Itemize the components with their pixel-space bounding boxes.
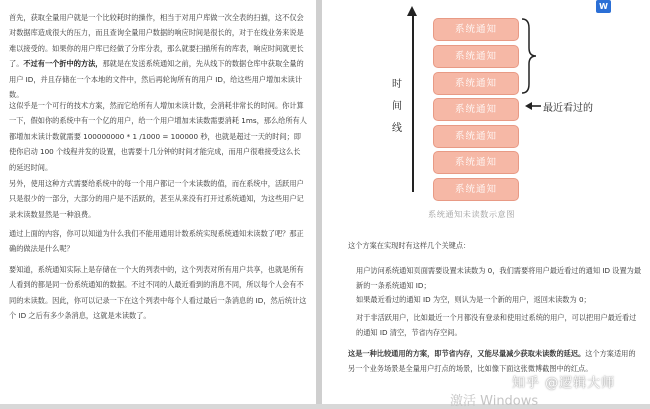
paragraph-time-cost: 这似乎是一个可行的技术方案，然而它给所有人增加未读计数，会消耗非常长的时间。你计算一下，假如你的系统中有一个亿的用户，给一个用户增加未读数需要消耗 1ms，那么给所有人都增加未读计数就需要 100000000 * 1 /1000 = 100000 秒，也就是超过一天的时间；即使你启动 100 个线程并发的设置，也需要十几分钟的时间才能完成，而用户很难接受这么长的延迟时间。 [9,101,307,172]
bold-text: 不过有一个折中的方法， [23,59,103,69]
notice-box-4: 系统通知 [433,98,519,121]
diagram-caption: 系统通知未读数示意图 [428,209,515,219]
key-point-2: 如果最近看过的通知 ID 为空，则认为是一个新的用户，返回未读数为 0； [356,295,591,304]
zhihu-watermark: 知乎 @逻辑大师 [512,376,616,391]
left-document-page [0,0,316,404]
paragraph-inactive-users: 另外，使用这种方式需要给系统中的每一个用户都记一个未读数的值，而在系统中，活跃用户只是很少的一部分，大部分的用户是不活跃的，甚至从来没有打开过系统通知，为这些用户记录未读数显然是一种浪费。 [9,179,304,219]
key-point-3: 对于非活跃用户，比如最近一个月都没有登录和使用过系统的用户，可以把用户最近看过的通知 ID 清空，节省内存空间。 [356,313,637,338]
word-icon[interactable]: W [596,0,611,13]
activate-windows-watermark: 激活 Windows [450,394,539,409]
paragraph-question: 通过上面的内容，你可以知道为什么我们不能用通用计数系统实现系统通知未读数了吧？那正确的做法是什么呢？ [9,229,304,254]
paragraph-text: 那就是在发送系统通知之前，先从线下的数据仓库中获取全量的用户 ID，并且存储在一个本地的文件中，然后再轮询所有的用户 ID，给这些用户增加未读计数。 [9,59,304,100]
recent-label: 最近看过的 [543,103,593,114]
notice-box-3: 系统通知 [433,72,519,95]
timeline-label: 时间线 [392,79,402,134]
paragraph-text: 这个方案适用的另一个业务场景是全量用户打点的场景，比如像下面这张微博截图中的红点。 [348,349,636,374]
unread-brace-icon [520,18,538,94]
bold-text: 这是一种比较通用的方案，即节省内存，又能尽量减少获取未读数的延迟。 [348,349,586,358]
notice-box-5: 系统通知 [433,125,519,148]
key-point-1: 用户访问系统通知页面需要设置未读数为 0，我们需要将用户最近看过的通知 ID 设置为最新的一条系统通知 ID； [356,266,642,291]
timeline-axis [412,14,414,192]
notice-box-7: 系统通知 [433,178,519,201]
paragraph-solution: 要知道，系统通知实际上是存储在一个大的列表中的，这个列表对所有用户共享，也就是所有人看到的都是同一份系统通知的数据。不过不同的人最近看到的消息不同，所以每个人会有不同的未读数。因此，你可以记录一下在这个列表中每个人看过最后一条消息的 ID，然后统计这个 ID 之后有多少条消息，这就是未读数了。 [9,265,307,321]
notice-box-1: 系统通知 [433,18,519,41]
paragraph-full-scan [9,10,307,102]
notice-box-6: 系统通知 [433,151,519,174]
paragraph-text: 首先，获取全量用户就是一个比较耗时的操作，相当于对用户库做一次全表的扫描，这不仅会对数据库造成很大的压力，而且查询全量用户数据的响应时间是很长的，对于在线业务来说是难以接受的。如果你的用户库已经做了分库分表，那么就要扫描所有的库表，响应时间就更长了。 [9,13,304,69]
key-points-intro: 这个方案在实现时有这样几个关键点： [348,241,471,250]
notice-box-2: 系统通知 [433,45,519,68]
